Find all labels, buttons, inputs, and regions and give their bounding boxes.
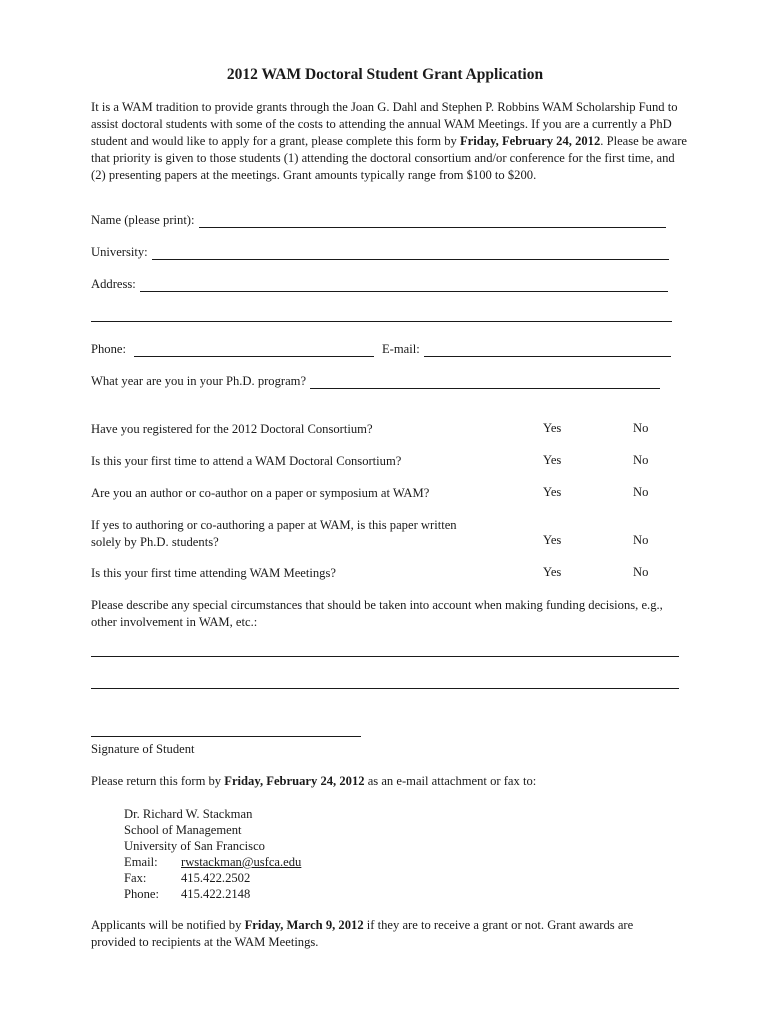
contact-block [124,806,301,902]
return-instructions [91,773,691,790]
question-phd-paper [91,517,457,551]
page-title: 2012 WAM Doctoral Student Grant Application [226,66,544,83]
contact-phone: 415.422.2148 [181,887,251,901]
no-option[interactable]: No [633,421,649,435]
contact-email-row [124,854,301,870]
contact-email-label: Email: [124,855,158,869]
circumstances-line-1[interactable] [91,656,679,657]
address-input-line[interactable] [140,278,668,292]
phone-label: Phone: [91,342,126,356]
return-text-2: as an e-mail attachment or fax to: [364,774,537,788]
no-option[interactable]: No [633,533,649,547]
yes-option[interactable]: Yes [543,421,562,435]
circumstances-prompt: Please describe any special circumstances that should be taken into account when making funding decisions, e.g., other involvement in WAM, etc.: [91,598,663,629]
contact-university: University of San Francisco [124,839,265,853]
phone-input-line[interactable] [134,343,374,357]
contact-dept: School of Management [124,823,242,837]
return-deadline: Friday, February 24, 2012 [224,774,365,788]
contact-phone-label: Phone: [124,887,159,901]
name-label: Name (please print): [91,213,195,227]
question-phd-paper-line1: If yes to authoring or co-authoring a paper at WAM, is this paper written [91,518,457,532]
signature-line[interactable] [91,736,361,737]
address-field-row [91,277,668,292]
yes-option[interactable]: Yes [543,565,562,579]
intro-paragraph [91,99,691,184]
contact-fax-label: Fax: [124,871,147,885]
year-field-row [91,374,660,389]
question-author: Are you an author or co-author on a paper or symposium at WAM? [91,486,430,500]
return-text-1: Please return this form by [91,774,225,788]
notify-text-2: if they are to receive a grant or not. Grant awards are provided to recipients at the WAM Meetings. [91,918,634,949]
email-label: E-mail: [381,342,420,356]
university-field-row [91,245,669,260]
intro-text-2: . Please be aware that priority is given to those students (1) attending the doctoral consortium and/or conference for the first time, and (2) presenting papers at the meetings. Grant amounts typically range from $100 to $200. [91,134,687,182]
question-registered: Have you registered for the 2012 Doctoral Consortium? [91,422,373,436]
signature-label: Signature of Student [91,742,195,756]
year-input-line[interactable] [310,375,660,389]
yes-option[interactable]: Yes [543,453,562,467]
contact-email-link[interactable]: rwstackman@usfca.edu [181,855,302,869]
no-option[interactable]: No [633,485,649,499]
no-option[interactable]: No [633,565,649,579]
year-label: What year are you in your Ph.D. program? [91,374,307,388]
notify-text-1: Applicants will be notified by [91,918,245,932]
notify-date: Friday, March 9, 2012 [244,918,364,932]
contact-phone-row [124,886,301,902]
intro-text-1: It is a WAM tradition to provide grants through the Joan G. Dahl and Stephen P. Robbins WAM Scholarship Fund to assist doctoral students with some of the costs to attending the annual WAM Meetings. If you are a currently a PhD student and would like to apply for a grant, please complete this form by [91,100,678,148]
notification-paragraph [91,917,681,951]
question-first-consortium: Is this your first time to attend a WAM Doctoral Consortium? [91,454,402,468]
address-second-line[interactable] [91,321,672,322]
question-phd-paper-line2: solely by Ph.D. students? [91,535,219,549]
contact-name: Dr. Richard W. Stackman [124,807,253,821]
phone-email-row [91,342,671,357]
question-first-meetings: Is this your first time attending WAM Meetings? [91,566,336,580]
university-input-line[interactable] [152,246,669,260]
address-label: Address: [91,277,136,291]
name-field-row [91,213,666,228]
yes-option[interactable]: Yes [543,485,562,499]
university-label: University: [91,245,148,259]
intro-deadline: Friday, February 24, 2012 [459,134,601,148]
contact-fax: 415.422.2502 [181,871,251,885]
yes-option[interactable]: Yes [543,533,562,547]
email-input-line[interactable] [424,343,671,357]
contact-fax-row [124,870,301,886]
name-input-line[interactable] [199,214,666,228]
circumstances-line-2[interactable] [91,688,679,689]
no-option[interactable]: No [633,453,649,467]
